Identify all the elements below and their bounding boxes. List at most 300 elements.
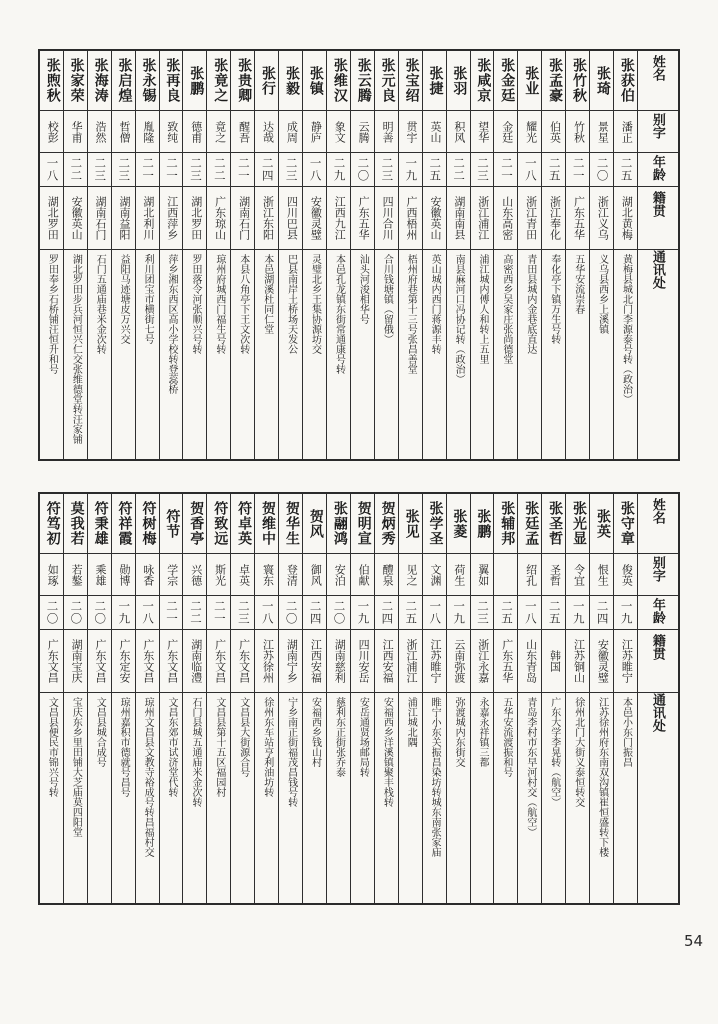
- age-cell: [590, 153, 613, 187]
- native-place-cell: [614, 630, 637, 693]
- address-cell-text: 五华安流崇春: [572, 254, 584, 314]
- native-place-cell-text: 韩国: [548, 650, 561, 672]
- age-cell-text: 二〇: [332, 600, 345, 625]
- age-cell: [255, 153, 278, 187]
- native-place-cell-text: 湖南石门: [237, 196, 250, 240]
- name-cell-text: 张启煌: [116, 58, 132, 103]
- native-place-cell: [207, 630, 230, 693]
- age-cell: [542, 596, 565, 630]
- age-cell-text: 二五: [619, 157, 632, 182]
- courtesy-name-cell-text: 见之: [405, 563, 418, 586]
- name-cell-text: 符树梅: [140, 501, 156, 546]
- person-column: [112, 51, 136, 459]
- person-column: [399, 51, 423, 459]
- age-cell-text: 二三: [476, 157, 489, 182]
- age-cell: [255, 596, 278, 630]
- address-cell: [231, 250, 254, 459]
- name-cell-text: 张廷孟: [523, 501, 539, 546]
- courtesy-name-cell: [542, 111, 565, 153]
- age-cell: [471, 596, 494, 630]
- native-place-cell: [542, 187, 565, 250]
- name-cell: [279, 494, 302, 554]
- age-cell: [88, 153, 111, 187]
- address-cell-text: 徐州北门大街义泰恒转交: [572, 697, 584, 807]
- courtesy-name-cell: [566, 554, 589, 596]
- name-cell-text: 张维汉: [331, 58, 347, 103]
- age-cell-text: 二〇: [356, 157, 369, 182]
- name-cell: [231, 494, 254, 554]
- age-cell: [542, 153, 565, 187]
- courtesy-name-cell-text: 斯光: [213, 563, 226, 586]
- courtesy-name-cell: [255, 111, 278, 153]
- header-address: 通讯处: [650, 693, 666, 732]
- age-cell-text: 二五: [547, 600, 560, 625]
- courtesy-name-cell-text: 醒吾: [237, 120, 250, 143]
- age-cell-text: 二四: [260, 157, 273, 182]
- native-place-cell-text: 湖南宁乡: [285, 639, 298, 683]
- address-cell: [494, 250, 517, 459]
- native-place-cell: [112, 187, 135, 250]
- courtesy-name-cell: [303, 554, 326, 596]
- person-column: [183, 494, 207, 903]
- native-place-cell-text: 湖南石门: [94, 196, 107, 240]
- native-place-cell: [423, 187, 446, 250]
- person-column: [255, 494, 279, 903]
- person-column: [88, 494, 112, 903]
- age-cell: [327, 153, 350, 187]
- address-cell-text: 宝庆东乡里田铺大芝庙莫四阳堂: [70, 697, 82, 837]
- person-column: [112, 494, 136, 903]
- age-cell: [231, 596, 254, 630]
- courtesy-name-cell-text: 俊英: [620, 563, 633, 586]
- age-cell: [566, 596, 589, 630]
- age-cell: [88, 596, 111, 630]
- age-cell: [423, 153, 446, 187]
- age-cell-text: 二一: [165, 600, 178, 625]
- age-cell: [351, 596, 374, 630]
- courtesy-name-cell: [112, 111, 135, 153]
- name-cell: [303, 51, 326, 111]
- age-cell: [423, 596, 446, 630]
- address-cell: [423, 250, 446, 459]
- age-cell: [471, 153, 494, 187]
- name-cell: [136, 51, 159, 111]
- native-place-cell: [399, 187, 422, 250]
- address-cell: [160, 693, 183, 903]
- courtesy-name-cell-text: 绍孔: [524, 563, 537, 586]
- header-age: 年龄: [638, 153, 678, 187]
- native-place-cell: [88, 630, 111, 693]
- courtesy-name-cell: [255, 554, 278, 596]
- address-cell: [566, 250, 589, 459]
- courtesy-name-cell: [566, 111, 589, 153]
- age-cell-text: 二〇: [45, 600, 58, 625]
- courtesy-name-cell-text: 致纯: [165, 120, 178, 143]
- name-cell-text: 张鹏: [475, 508, 491, 539]
- person-column: [351, 494, 375, 903]
- courtesy-name-cell: [40, 554, 63, 596]
- courtesy-name-cell: [231, 111, 254, 153]
- native-place-cell: [136, 630, 159, 693]
- name-cell-text: 张宝绍: [403, 58, 419, 103]
- courtesy-name-cell-text: 望华: [476, 120, 489, 143]
- person-column: [471, 494, 495, 903]
- person-column: [207, 494, 231, 903]
- name-cell: [566, 494, 589, 554]
- age-cell: [447, 153, 470, 187]
- native-place-cell-text: 江西萍乡: [165, 196, 178, 240]
- age-cell: [40, 153, 63, 187]
- address-cell: [112, 250, 135, 459]
- age-cell: [518, 153, 541, 187]
- address-cell: [207, 693, 230, 903]
- person-column: [471, 51, 495, 459]
- person-column: [590, 51, 614, 459]
- address-cell-text: 弥渡城内东街交: [453, 697, 465, 767]
- age-cell-text: 二二: [69, 157, 82, 182]
- native-place-cell-text: 安徽灵璧: [596, 639, 609, 683]
- person-column: [183, 51, 207, 459]
- name-cell: [207, 494, 230, 554]
- address-cell-text: 本县八角亭下王文次转: [237, 254, 249, 354]
- address-cell: [471, 693, 494, 903]
- address-cell-text: 浦江城北隅: [405, 697, 417, 747]
- age-cell: [136, 153, 159, 187]
- courtesy-name-cell: [160, 554, 183, 596]
- address-cell-text: 巴县南岸土桥场天发公: [285, 254, 297, 354]
- age-cell: [518, 596, 541, 630]
- address-cell-text: 黄梅县城北门李源泰号转（政治）: [620, 254, 632, 404]
- address-cell: [566, 693, 589, 903]
- person-column: [40, 51, 64, 459]
- address-cell-text: 琼州府城西门福生号转: [213, 254, 225, 354]
- courtesy-name-cell-text: 伯英: [548, 120, 561, 143]
- courtesy-name-cell: [327, 111, 350, 153]
- address-cell: [40, 693, 63, 903]
- address-cell-text: 汕头河浚相华号: [357, 254, 369, 324]
- address-cell: [136, 250, 159, 459]
- address-cell: [207, 250, 230, 459]
- age-cell-text: 一九: [117, 600, 130, 625]
- age-cell-text: 二二: [452, 157, 465, 182]
- address-cell-text: 石门五通庙巷米金次转: [94, 254, 106, 354]
- courtesy-name-cell-text: 英山: [428, 120, 441, 143]
- native-place-cell-text: 浙江东阳: [261, 196, 274, 240]
- native-place-cell-text: 湖南临澧: [189, 639, 202, 683]
- age-cell: [183, 153, 206, 187]
- age-cell: [64, 153, 87, 187]
- address-cell-text: 罗田落令河张顺兴号转: [189, 254, 201, 354]
- courtesy-name-cell-text: 卓英: [237, 563, 250, 586]
- address-cell-text: 徐州东车站亨利油坊转: [261, 697, 273, 797]
- native-place-cell: [64, 630, 87, 693]
- native-place-cell: [183, 630, 206, 693]
- name-cell: [255, 51, 278, 111]
- courtesy-name-cell: [614, 111, 637, 153]
- name-cell-text: 张家荣: [68, 58, 84, 103]
- native-place-cell: [471, 630, 494, 693]
- name-cell-text: 张毅: [283, 65, 299, 96]
- name-cell-text: 张琦: [594, 65, 610, 96]
- name-cell-text: 张竹秋: [571, 58, 587, 103]
- native-place-cell-text: 浙江浦江: [405, 639, 418, 683]
- address-cell-text: 本邑湖溪杜同仁堂: [261, 254, 273, 334]
- native-place-cell: [494, 630, 517, 693]
- native-place-cell: [590, 187, 613, 250]
- person-column: [375, 51, 399, 459]
- name-cell-text: 张辅邦: [499, 501, 515, 546]
- age-cell-text: 二三: [188, 157, 201, 182]
- courtesy-name-cell-text: 文渊: [428, 563, 441, 586]
- age-cell: [183, 596, 206, 630]
- name-cell: [494, 51, 517, 111]
- native-place-cell: [255, 630, 278, 693]
- address-cell: [327, 250, 350, 459]
- age-cell-text: 二二: [188, 600, 201, 625]
- age-cell: [231, 153, 254, 187]
- directory-table-top: [38, 49, 680, 461]
- address-cell-text: 安福西乡洋溪镇聚丰栈转: [381, 697, 393, 807]
- name-cell: [351, 51, 374, 111]
- courtesy-name-cell-text: 耀光: [524, 120, 537, 143]
- age-cell-text: 二五: [428, 157, 441, 182]
- courtesy-name-cell: [183, 554, 206, 596]
- address-cell: [423, 693, 446, 903]
- native-place-cell-text: 浙江青田: [524, 196, 537, 240]
- name-cell: [399, 494, 422, 554]
- native-place-cell: [590, 630, 613, 693]
- address-cell: [112, 693, 135, 903]
- name-cell: [160, 51, 183, 111]
- address-cell: [590, 250, 613, 459]
- age-cell: [590, 596, 613, 630]
- native-place-cell-text: 江苏睢宁: [620, 639, 633, 683]
- courtesy-name-cell-text: 寰东: [261, 563, 274, 586]
- address-cell-text: 南县麻河口冯协记转（政治）: [453, 254, 465, 384]
- address-cell-text: 梧州府巷第十三号张昌善堂: [405, 254, 417, 374]
- address-cell: [64, 693, 87, 903]
- native-place-cell-text: 湖南宝庆: [70, 639, 83, 683]
- header-name: 姓名: [638, 51, 678, 111]
- native-place-cell-text: 湖南南县: [452, 196, 465, 240]
- native-place-cell: [207, 187, 230, 250]
- age-cell-text: 二四: [595, 600, 608, 625]
- name-cell: [590, 51, 613, 111]
- courtesy-name-cell: [112, 554, 135, 596]
- age-cell-text: 一九: [619, 600, 632, 625]
- person-column: [375, 494, 399, 903]
- age-cell-text: 二五: [404, 600, 417, 625]
- person-column: [423, 51, 447, 459]
- age-cell-text: 二〇: [595, 157, 608, 182]
- native-place-cell: [183, 187, 206, 250]
- age-cell-text: 一八: [523, 157, 536, 182]
- name-cell: [614, 494, 637, 554]
- age-cell-text: 一八: [141, 600, 154, 625]
- header-native-place: 籍贯: [638, 187, 678, 250]
- header-name: 姓名: [638, 494, 678, 554]
- age-cell: [351, 153, 374, 187]
- person-column: [88, 51, 112, 459]
- address-cell-text: 琼州文昌县文教寺裕成号转昌福村交: [142, 697, 154, 857]
- address-cell-text: 文昌县城合成号: [94, 697, 106, 767]
- age-cell-text: 二二: [212, 157, 225, 182]
- name-cell-text: 张英: [594, 508, 610, 539]
- table-header-column: [638, 494, 678, 903]
- age-cell: [112, 153, 135, 187]
- courtesy-name-cell-text: 浩然: [94, 120, 107, 143]
- name-cell: [471, 51, 494, 111]
- address-cell-text: 文昌东郊市试济堂代转: [166, 697, 178, 797]
- address-cell-text: 文昌县大街源合号: [237, 697, 249, 777]
- native-place-cell-text: 广东五华: [357, 196, 370, 240]
- name-cell: [590, 494, 613, 554]
- courtesy-name-cell: [279, 554, 302, 596]
- address-cell: [494, 693, 517, 903]
- courtesy-name-cell-text: 德甫: [189, 120, 202, 143]
- native-place-cell-text: 广东文昌: [165, 639, 178, 683]
- courtesy-name-cell: [40, 111, 63, 153]
- native-place-cell: [447, 187, 470, 250]
- address-cell-text: 本邑小东门振昌: [620, 697, 632, 767]
- age-cell-text: 一八: [260, 600, 273, 625]
- name-cell-text: 张学圣: [427, 501, 443, 546]
- courtesy-name-cell-text: 咏香: [141, 563, 154, 586]
- address-cell: [399, 250, 422, 459]
- courtesy-name-cell: [399, 554, 422, 596]
- native-place-cell-text: 安徽英山: [70, 196, 83, 240]
- native-place-cell: [303, 187, 326, 250]
- address-cell: [183, 693, 206, 903]
- address-cell: [160, 250, 183, 459]
- name-cell-text: 贺明宣: [355, 501, 371, 546]
- person-column: [566, 51, 590, 459]
- name-cell-text: 张再良: [164, 58, 180, 103]
- courtesy-name-cell: [136, 111, 159, 153]
- courtesy-name-cell-text: 恨生: [596, 563, 609, 586]
- courtesy-name-cell: [447, 554, 470, 596]
- courtesy-name-cell: [279, 111, 302, 153]
- courtesy-name-cell-text: 荷生: [452, 563, 465, 586]
- age-cell: [279, 596, 302, 630]
- person-columns: [40, 51, 638, 459]
- native-place-cell: [566, 630, 589, 693]
- name-cell: [566, 51, 589, 111]
- courtesy-name-cell-text: 贯宇: [405, 120, 418, 143]
- courtesy-name-cell: [590, 111, 613, 153]
- native-place-cell: [160, 187, 183, 250]
- person-columns: [40, 494, 638, 903]
- person-column: [327, 51, 351, 459]
- name-cell-text: 贺华生: [283, 501, 299, 546]
- courtesy-name-cell: [207, 554, 230, 596]
- native-place-cell: [351, 187, 374, 250]
- person-column: [399, 494, 423, 903]
- courtesy-name-cell-text: 象文: [333, 120, 346, 143]
- courtesy-name-cell: [518, 111, 541, 153]
- name-cell: [494, 494, 517, 554]
- address-cell-text: 高密西乡吴家庄张尚德堂: [500, 254, 512, 364]
- age-cell: [303, 153, 326, 187]
- native-place-cell: [327, 187, 350, 250]
- courtesy-name-cell: [375, 554, 398, 596]
- header-courtesy-name: 别字: [638, 554, 678, 596]
- name-cell-text: 张行: [260, 65, 276, 96]
- native-place-cell-text: 四川巴县: [285, 196, 298, 240]
- native-place-cell: [566, 187, 589, 250]
- age-cell-text: 一八: [308, 157, 321, 182]
- name-cell: [471, 494, 494, 554]
- native-place-cell-text: 广东文昌: [94, 639, 107, 683]
- native-place-cell: [255, 187, 278, 250]
- name-cell-text: 张竟之: [212, 58, 228, 103]
- native-place-cell-text: 广东定安: [117, 639, 130, 683]
- age-cell-text: 二〇: [93, 600, 106, 625]
- name-cell: [64, 494, 87, 554]
- native-place-cell-text: 浙江义乌: [596, 196, 609, 240]
- native-place-cell-text: 安徽灵璧: [309, 196, 322, 240]
- age-cell-text: 二三: [476, 600, 489, 625]
- address-cell-text: 浦江城内傅人和转上五里: [477, 254, 488, 364]
- native-place-cell: [494, 187, 517, 250]
- address-cell: [590, 693, 613, 903]
- address-cell-text: 青田县城内金巷底直达: [524, 254, 536, 354]
- courtesy-name-cell: [231, 554, 254, 596]
- courtesy-name-cell-text: 安泊: [333, 563, 346, 586]
- age-cell: [566, 153, 589, 187]
- name-cell-text: 贺炳秀: [379, 501, 395, 546]
- address-cell: [375, 693, 398, 903]
- native-place-cell-text: 安徽英山: [428, 196, 441, 240]
- name-cell: [40, 494, 63, 554]
- address-cell: [399, 693, 422, 903]
- name-cell-text: 符节: [164, 508, 180, 539]
- age-cell: [160, 153, 183, 187]
- native-place-cell: [64, 187, 87, 250]
- header-age: 年龄: [638, 596, 678, 630]
- courtesy-name-cell-text: 胤隆: [141, 120, 154, 143]
- name-cell-text: 张圣哲: [547, 501, 563, 546]
- address-cell-text: 石门县城五通庙米金次转: [189, 697, 201, 807]
- native-place-cell: [375, 187, 398, 250]
- age-cell: [136, 596, 159, 630]
- person-column: [255, 51, 279, 459]
- native-place-cell: [40, 187, 63, 250]
- address-cell: [40, 250, 63, 459]
- address-cell-text: 青岛李村市东早河村交（航空）: [524, 697, 536, 837]
- native-place-cell: [471, 187, 494, 250]
- name-cell: [207, 51, 230, 111]
- address-cell-text: 合川钱塘镇（留俄）: [381, 254, 393, 344]
- address-cell: [303, 250, 326, 459]
- native-place-cell: [40, 630, 63, 693]
- courtesy-name-cell: [64, 111, 87, 153]
- address-cell: [255, 693, 278, 903]
- native-place-cell-text: 广东琼山: [213, 196, 226, 240]
- native-place-cell: [542, 630, 565, 693]
- native-place-cell-text: 湖南慈利: [333, 639, 346, 683]
- name-cell: [447, 494, 470, 554]
- age-cell: [494, 153, 517, 187]
- name-cell-text: 莫我若: [68, 501, 84, 546]
- name-cell: [40, 51, 63, 111]
- courtesy-name-cell-text: 勋博: [117, 563, 130, 586]
- native-place-cell: [327, 630, 350, 693]
- native-place-cell-text: 湖北罗田: [189, 196, 202, 240]
- name-cell-text: 张永锡: [140, 58, 156, 103]
- courtesy-name-cell-text: 乘雄: [94, 563, 107, 586]
- age-cell: [112, 596, 135, 630]
